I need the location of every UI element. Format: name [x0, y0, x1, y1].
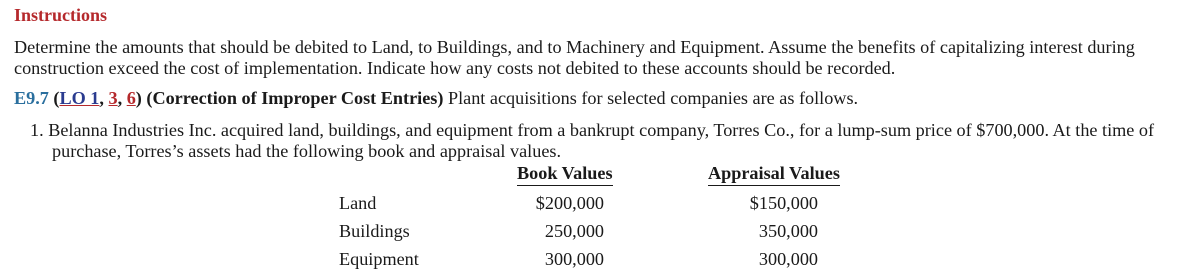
lo-separator: , [99, 88, 109, 108]
cell-equipment-book: 300,000 [544, 249, 604, 269]
learning-objectives [53, 88, 141, 108]
instructions-heading: Instructions [14, 5, 108, 25]
exercise-number: E9.7 [14, 88, 49, 108]
problem-item-1: 1. Belanna Industries Inc. acquired land, buildings, and equipment from a bankrupt company, Torres Co., for a lump-sum price of $700,000. At the time of purchase, Torres’s assets had the following book and appraisal values. [30, 120, 1155, 161]
lo-open-paren: ( [53, 88, 60, 108]
cell-land-appraisal: $150,000 [749, 193, 818, 213]
lo-link-1[interactable]: LO 1 [59, 88, 100, 108]
exercise-header [14, 88, 858, 109]
exercise-title: (Correction of Improper Cost Entries) [146, 88, 444, 108]
cell-equipment-appraisal: 300,000 [758, 249, 818, 269]
row-label-buildings: Buildings [339, 221, 410, 241]
book-values-header: Book Values [517, 163, 613, 186]
lo-separator: , [117, 88, 127, 108]
lo-close-paren: ) [135, 88, 142, 108]
cell-buildings-book: 250,000 [544, 221, 604, 241]
cell-land-book: $200,000 [535, 193, 604, 213]
exercise-intro: Plant acquisitions for selected companies are as follows. [447, 88, 859, 108]
appraisal-values-header: Appraisal Values [708, 163, 840, 186]
lo-link-3[interactable]: 3 [108, 88, 118, 108]
cell-buildings-appraisal: 350,000 [758, 221, 818, 241]
lo-link-6[interactable]: 6 [126, 88, 136, 108]
row-label-equipment: Equipment [339, 249, 419, 269]
row-label-land: Land [339, 193, 377, 213]
instructions-text: Determine the amounts that should be debited to Land, to Buildings, and to Machinery and Equipment. Assume the benefits of capitalizing interest during construction exceed the cost of implementation. Indicate how any costs not debited to these accounts should be recorded. [14, 37, 1135, 78]
